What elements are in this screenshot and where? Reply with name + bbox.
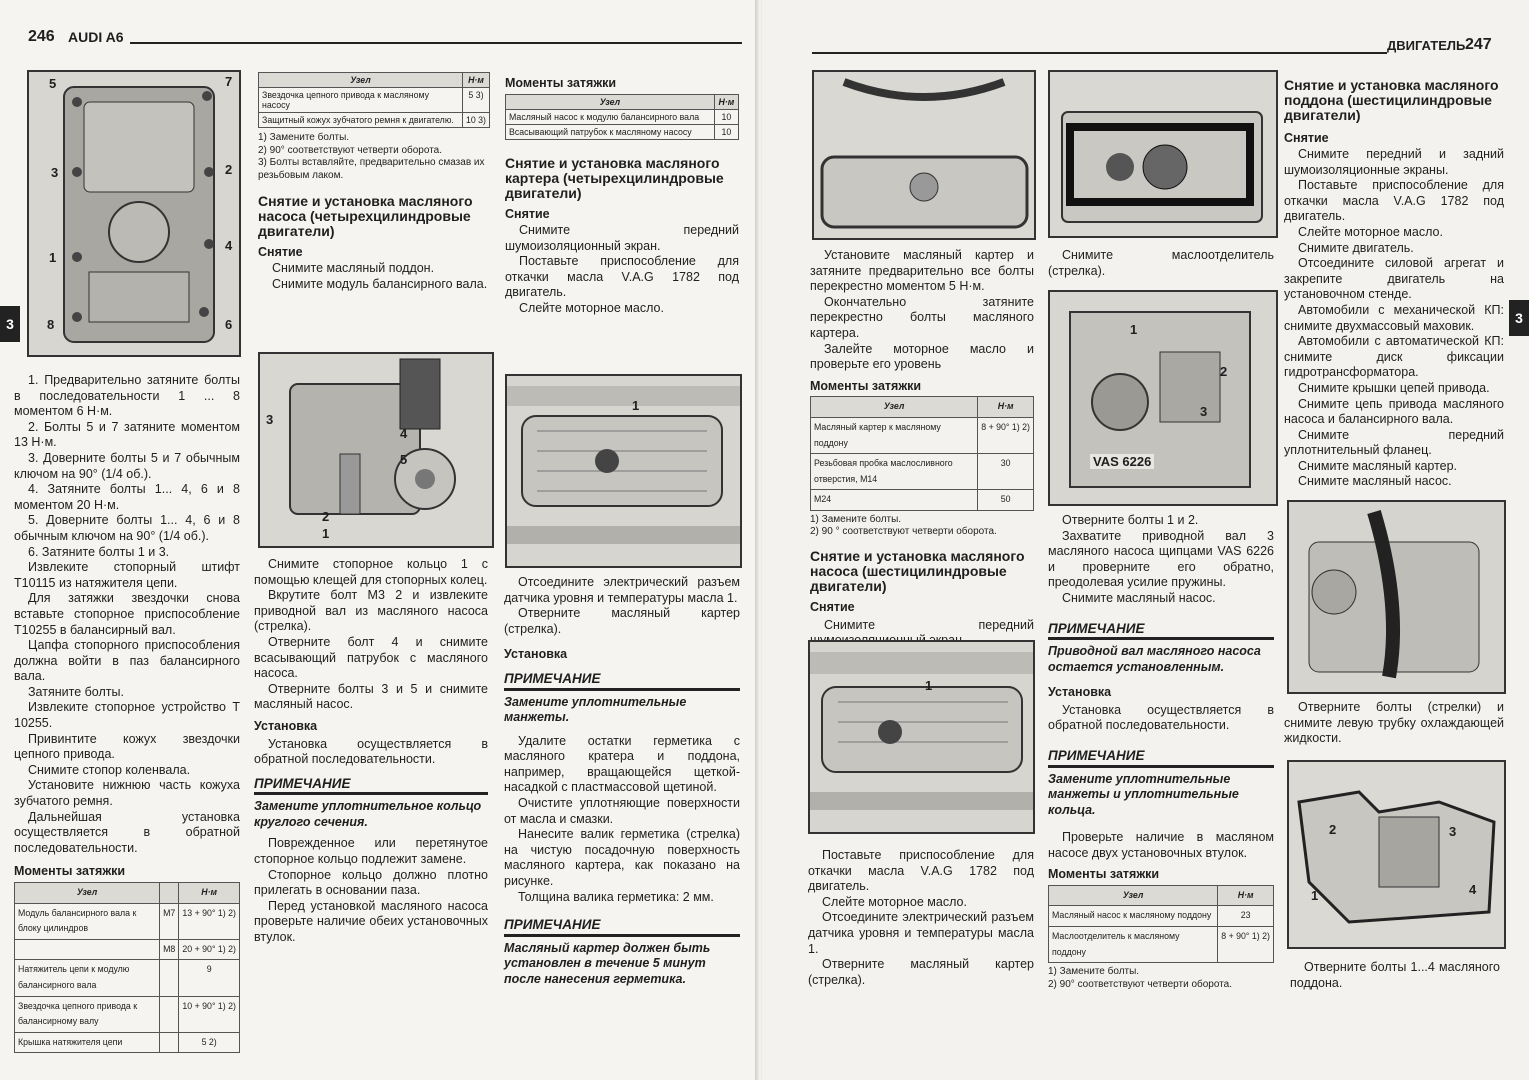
note-heading: ПРИМЕЧАНИЕ: [254, 776, 488, 796]
sump-gasket-drawing: [814, 72, 1034, 238]
torque-table-pump: Узел Н·м Звездочка цепного привода к масляному насосу 5 3) Защитный кожух зубчатого ремня к двигателю. 10 3): [258, 72, 490, 128]
right-col3-text: Снятие и установка масляного поддона (шестицилиндровые двигатели) Снятие Снимите передний и задний шумоизоляционные экраны. Поставьте приспособление для откачки масла V.A.G 1782 под двигатель. Слейте моторное масло. Снимите двигатель. Отсоедините силовой агрегат и закрепите двигатель на установочном стенде. Автомобили с механической КП: снимите двухмассовый маховик. Автомобили с автоматической КП: снимите диск фиксации гидротрансформатора. Снимите крышки цепей привода. Снимите цепь привода масляного насоса и балансирного вала. Снимите передний уплотнительный фланец. Снимите масляный картер. Снимите масляный насос.: [1284, 77, 1504, 489]
step-15: Дальнейшая установка осуществляется в обратной последовательности.: [14, 809, 240, 855]
running-title-right: ДВИГАТЕЛЬ: [1387, 38, 1466, 53]
oil-separator-drawing: [1050, 72, 1276, 236]
fig-label-1: 1: [1130, 322, 1138, 337]
coolant-pipe-figure: [1287, 500, 1506, 694]
section-heading: Снятие и установка масляного насоса (четырехцилиндровые двигатели): [258, 193, 473, 239]
torque-title: Моменты затяжки: [14, 864, 126, 879]
oil-pump-figure: [258, 352, 494, 548]
fig-label-5: 5: [49, 76, 57, 91]
step-2: 2. Болты 5 и 7 затяните моментом 13 Н·м.: [14, 419, 240, 450]
oil-sump-figure: [505, 374, 742, 568]
right-col2-text: Отверните болты 1 и 2. Захватите приводной вал 3 масляного насоса щипцами VAS 6226 и проверните его обратно, преодолевая усилие пружины. Снимите масляный насос. ПРИМЕЧАНИЕ Приводной вал масляного насоса остается установленным. Установка Установка осуществляется в обратной последовательности. ПРИМЕЧАНИЕ Замените уплотнительные манжеты и уплотнительные кольца. Проверьте наличие в масляном насосе двух установочных втулок. Моменты затяжки Узел Н·м Масляный насос к масляному поддону 23 Маслоотделитель к масляному поддону 8 + 90° 1) 2) 1) Замените болты. 2) 90° соответствуют четверти оборота.: [1048, 513, 1274, 990]
install-heading: Установка: [254, 718, 318, 733]
fig-label-3: 3: [266, 412, 274, 427]
th-node: Узел: [15, 883, 160, 904]
fig-label-2: 2: [225, 162, 233, 177]
step-8: Для затяжки звездочки снова вставьте стопорное приспособление Т10255 в балансирный вал.: [14, 591, 240, 637]
oil-sump-drawing: [507, 376, 740, 566]
step-5: 5. Доверните болты 1... 4, 6 и 8 обычным ключом на 90° (1/4 об.).: [14, 513, 240, 543]
table-row: Натяжитель цепи к модулю балансирного вала 9: [15, 960, 240, 996]
step-1: 1. Предварительно затяните болты в последовательности 1 ... 8 моментом 6 Н·м.: [14, 373, 240, 419]
step-9: Цапфа стопорного приспособления должна войти в паз балансирного вала.: [14, 638, 240, 684]
torque-table-pump-six: Узел Н·м Масляный насос к масляному поддону 23 Маслоотделитель к масляному поддону 8 + 90° 1) 2): [1048, 885, 1274, 963]
six-cyl-sump-figure: [808, 640, 1035, 834]
th-size: [160, 883, 179, 904]
fig-label-1: 1: [322, 526, 330, 541]
table-row: Масляный картер к масляному поддону 8 + 90° 1) 2): [811, 417, 1034, 453]
step-4: 4. Затяните болты 1... 4, 6 и 8 моментом 20 Н·м.: [14, 482, 240, 512]
note-text: Замените уплотнительное кольцо круглого сечения.: [254, 799, 482, 829]
step-12: Привинтите кожух звездочки цепного привода.: [14, 731, 240, 762]
table-row: Защитный кожух зубчатого ремня к двигателю. 10 3): [259, 113, 490, 128]
page-number-left: 246: [28, 28, 55, 45]
oil-pump-six-drawing: [1050, 292, 1276, 504]
th-nm: Н·м: [179, 883, 240, 904]
right-page: ДВИГАТЕЛЬ 247 3 Установите масляный картер и затяните предварительно все болты перекрестно моментом 5 Н·м. Окончательно затяните перекрестно болты масляного картера. Залейте моторное масло и проверьте его уровень Моменты затяжки Узел Н·м Масляный картер к масляному поддону 8 + 90° 1) 2) Резьбовая пробка маслосливного отверстия, М14 30 М24 50 1) Замените болты. 2) 90 ° соответствуют четверти оборота. Снятие и установка масляного насоса (шестицилиндровые двигатели) Снятие Снимите передний 1 Поставьте приспособление для откачки масла V.A.G 1782 под двигатель. Слейте моторное масло. Отсоедините электрический разъем датчика уровня и температуры масла 1. Отверните масляный картер (стрелка). Снимите маслоотделитель (стрелка). 1 2 3 VAS 6226 Отверните болты 1 и 2. Захватите приводной вал 3 масляного насоса щипцами VAS 6226 и проверните его обратно, преодолевая усилие пружины. Снимите масляный насос. ПРИМЕЧАНИЕ Приводной вал масляного насоса остается установленным. Установка Установка осуществляется в обратной последовательности. ПРИМЕЧАНИЕ Замените уплотнительные манжеты и уплотнительные кольца. Проверьте наличие в масляном насосе двух установочных втулок. Моменты затяжки Узел Н·м Масляный насос к масляному поддону 23 Маслоотделитель к масляному поддону 8 + 90° 1) 2) 1) Замените болты. 2) 90° соответствуют четверти оборота. Снятие и установка масляного поддона (шестицилиндровые двигатели) Снятие Снимите передний и задний шумоизоляционные экраны. Поставьте приспособление для откачки масла V.A.G 1782 под двигатель. Слейте моторное масло. Снимите двигатель. Отсоедините силовой агрегат и закрепите двигатель на установочном стенде. Автомобили с механической КП: снимите двухмассовый маховик. Автомобили с автоматической КП: снимите диск фиксации гидротрансформатора. Снимите крышки цепей привода. Снимите цепь привода масляного насоса и балансирного вала. Снимите передний уплотнительный фланец. Снимите масляный картер. Снимите масляный насос. Отверните болты (стрелки) и снимите левую трубку охлаждающей жидкости. 2 3 1 4 Отверните болты 1...4 масляного поддона.: [762, 0, 1529, 1080]
torque-table-left: [14, 882, 240, 1053]
step-3: 3. Доверните болты 5 и 7 обычным ключом на 90° (1/4 об.).: [14, 450, 240, 481]
fig-label-4: 4: [225, 238, 233, 253]
six-cyl-sump-drawing: [810, 642, 1033, 832]
chapter-tab-right: 3: [1509, 300, 1529, 336]
table-row: Масляный насос к масляному поддону 23: [1049, 906, 1274, 927]
page-number-right: 247: [1465, 36, 1492, 53]
fig-label-5: 5: [400, 452, 408, 467]
table-row: Всасывающий патрубок к масляному насосу 10: [506, 125, 739, 140]
removal-heading: Снятие: [258, 245, 303, 259]
step-7: Извлеките стопорный штифт Т10115 из натяжителя цепи.: [14, 560, 240, 590]
fig-label-2: 2: [1329, 822, 1337, 837]
fig-label-2: 2: [322, 509, 330, 524]
table-row: Звездочка цепного привода к масляному насосу 5 3): [259, 88, 490, 113]
right-col1-bottom: Поставьте приспособление для откачки масла V.A.G 1782 под двигатель. Слейте моторное масло. Отсоедините электрический разъем датчика уровня и температуры масла 1. Отверните масляный картер (стрелка).: [808, 848, 1034, 987]
sump-gasket-figure: [812, 70, 1036, 240]
section-heading: Снятие и установка масляного картера (четырехцилиндровые двигатели): [505, 155, 724, 201]
step-14: Установите нижнюю часть кожуха зубчатого ремня.: [14, 778, 240, 809]
fig-label-8: 8: [47, 317, 55, 332]
fig-label-1: 1: [1311, 888, 1319, 903]
oil-pan-bolts-figure: [1287, 760, 1506, 949]
coolant-pipe-drawing: [1289, 502, 1504, 692]
header-rule-left: [130, 42, 742, 44]
right-col1-text: Установите масляный картер и затяните предварительно все болты перекрестно моментом 5 Н·м. Окончательно затяните перекрестно болты масляного картера. Залейте моторное масло и проверьте его уровень Моменты затяжки Узел Н·м Масляный картер к масляному поддону 8 + 90° 1) 2) Резьбовая пробка маслосливного отверстия, М14 30 М24 50 1) Замените болты. 2) 90 ° соответствуют четверти оборота. Снятие и установка масляного насоса (шестицилиндровые двигатели) Снятие Снимите передний: [810, 248, 1034, 632]
table-row: Маслоотделитель к масляному поддону 8 + 90° 1) 2): [1049, 927, 1274, 963]
table-row: Крышка натяжителя цепи 5 2): [15, 1032, 240, 1053]
fig-label-2: 2: [1220, 364, 1228, 379]
torque-table-pump-module: Узел Н·м Масляный насос к модулю балансирного вала 10 Всасывающий патрубок к масляному насосу 10: [505, 94, 739, 140]
fig-label-4: 4: [400, 426, 408, 441]
step-11: Извлеките стопорное устройство Т 10255.: [14, 700, 240, 731]
fig-label-1: 1: [49, 250, 57, 265]
oil-separator-figure: [1048, 70, 1278, 238]
table-row: Модуль балансирного вала к блоку цилиндров M7 13 + 90° 1) 2): [15, 903, 240, 939]
oil-pump-six-figure: [1048, 290, 1278, 506]
table-row: Резьбовая пробка маслосливного отверстия, М14 30: [811, 454, 1034, 490]
fig-label-1: 1: [925, 678, 933, 693]
tool-label: VAS 6226: [1090, 454, 1154, 469]
header-rule-right: [812, 52, 1387, 54]
chapter-tab-left: 3: [0, 306, 20, 342]
left-col1-text: [14, 373, 240, 1053]
left-col2-bottom: Снимите стопорное кольцо 1 с помощью клещей для стопорных колец. Вкрутите болт М3 2 и извлеките приводной вал из масляного насоса (стрелка). Отверните болт 4 и снимите всасывающий патрубок с масляного насоса. Отверните болты 3 и 5 и снимите масляный насос. Установка Установка осуществляется в обратной последовательности. ПРИМЕЧАНИЕ Замените уплотнительное кольцо круглого сечения. Поврежденное или перетянутое стопорное кольцо подлежит замене. Стопорное кольцо должно плотно прилегать в основании паза. Перед установкой масляного насоса проверьте наличие обеих установочных втулок.: [254, 557, 488, 944]
oil-pump-drawing: [260, 354, 492, 546]
fig-label-4: 4: [1469, 882, 1477, 897]
step-10: Затяните болты.: [28, 684, 124, 699]
oil-pan-bolts-drawing: [1289, 762, 1504, 947]
table-row: М24 50: [811, 490, 1034, 511]
fig-label-3: 3: [1449, 824, 1457, 839]
step-6: 6. Затяните болты 1 и 3.: [28, 544, 170, 559]
left-col3-top: Моменты затяжки Узел Н·м Масляный насос к модулю балансирного вала 10 Всасывающий патрубок к масляному насосу 10 Снятие и установка масляного картера (четырехцилиндровые двигатели) Снятие Снимите передний шумоизоляционный экран. Поставьте приспособление для откачки масла V.A.G 1782 под двигатель. Слейте моторное масло.: [505, 76, 739, 315]
left-page: [0, 0, 758, 1080]
left-col2-top: Узел Н·м Звездочка цепного привода к масляному насосу 5 3) Защитный кожух зубчатого ремня к двигателю. 10 3) 1) Замените болты. 2) 90° соответствуют четверти оборота. 3) Болты вставляйте, предварительно смазав их резьбовым лаком. Снятие и установка масляного насоса (четырехцилиндровые двигатели) Снятие Снимите масляный поддон. Снимите модуль балансирного вала.: [258, 72, 490, 292]
fig-label-7: 7: [225, 74, 233, 89]
fig-label-3: 3: [51, 165, 59, 180]
fig-label-6: 6: [225, 317, 233, 332]
balance-shaft-module-figure: [27, 70, 241, 357]
torque-table-sump: Узел Н·м Масляный картер к масляному поддону 8 + 90° 1) 2) Резьбовая пробка маслосливного отверстия, М14 30 М24 50: [810, 396, 1034, 511]
running-title-left: AUDI A6: [68, 29, 124, 45]
step-13: Снимите стопор коленвала.: [28, 762, 191, 777]
fig-label-3: 3: [1200, 404, 1208, 419]
table-row: M8 20 + 90° 1) 2): [15, 939, 240, 960]
table-row: Звездочка цепного привода к балансирному валу 10 + 90° 1) 2): [15, 996, 240, 1032]
table-row: Масляный насос к модулю балансирного вала 10: [506, 110, 739, 125]
footnotes: 1) Замените болты. 2) 90° соответствуют четверти оборота. 3) Болты вставляйте, предварительно смазав их резьбовым лаком.: [258, 132, 485, 181]
left-col3-bottom: Отсоедините электрический разъем датчика уровня и температуры масла 1. Отверните масляный картер (стрелка). Установка ПРИМЕЧАНИЕ Замените уплотнительные манжеты. Удалите остатки герметика с масляного кратера и поддона, например, вращающейся щеткой-насадкой с пластмассовой щетиной. Очистите уплотняющие поверхности от масла и смазки. Нанесите валик герметика (стрелка) на чистую посадочную поверхность масляного картера, как показано на рисунке. Толщина валика герметика: 2 мм. ПРИМЕЧАНИЕ Масляный картер должен быть установлен в течение 5 минут после нанесения герметика.: [504, 575, 740, 986]
engine-block-drawing: [29, 72, 239, 355]
fig-label-1: 1: [632, 398, 640, 413]
